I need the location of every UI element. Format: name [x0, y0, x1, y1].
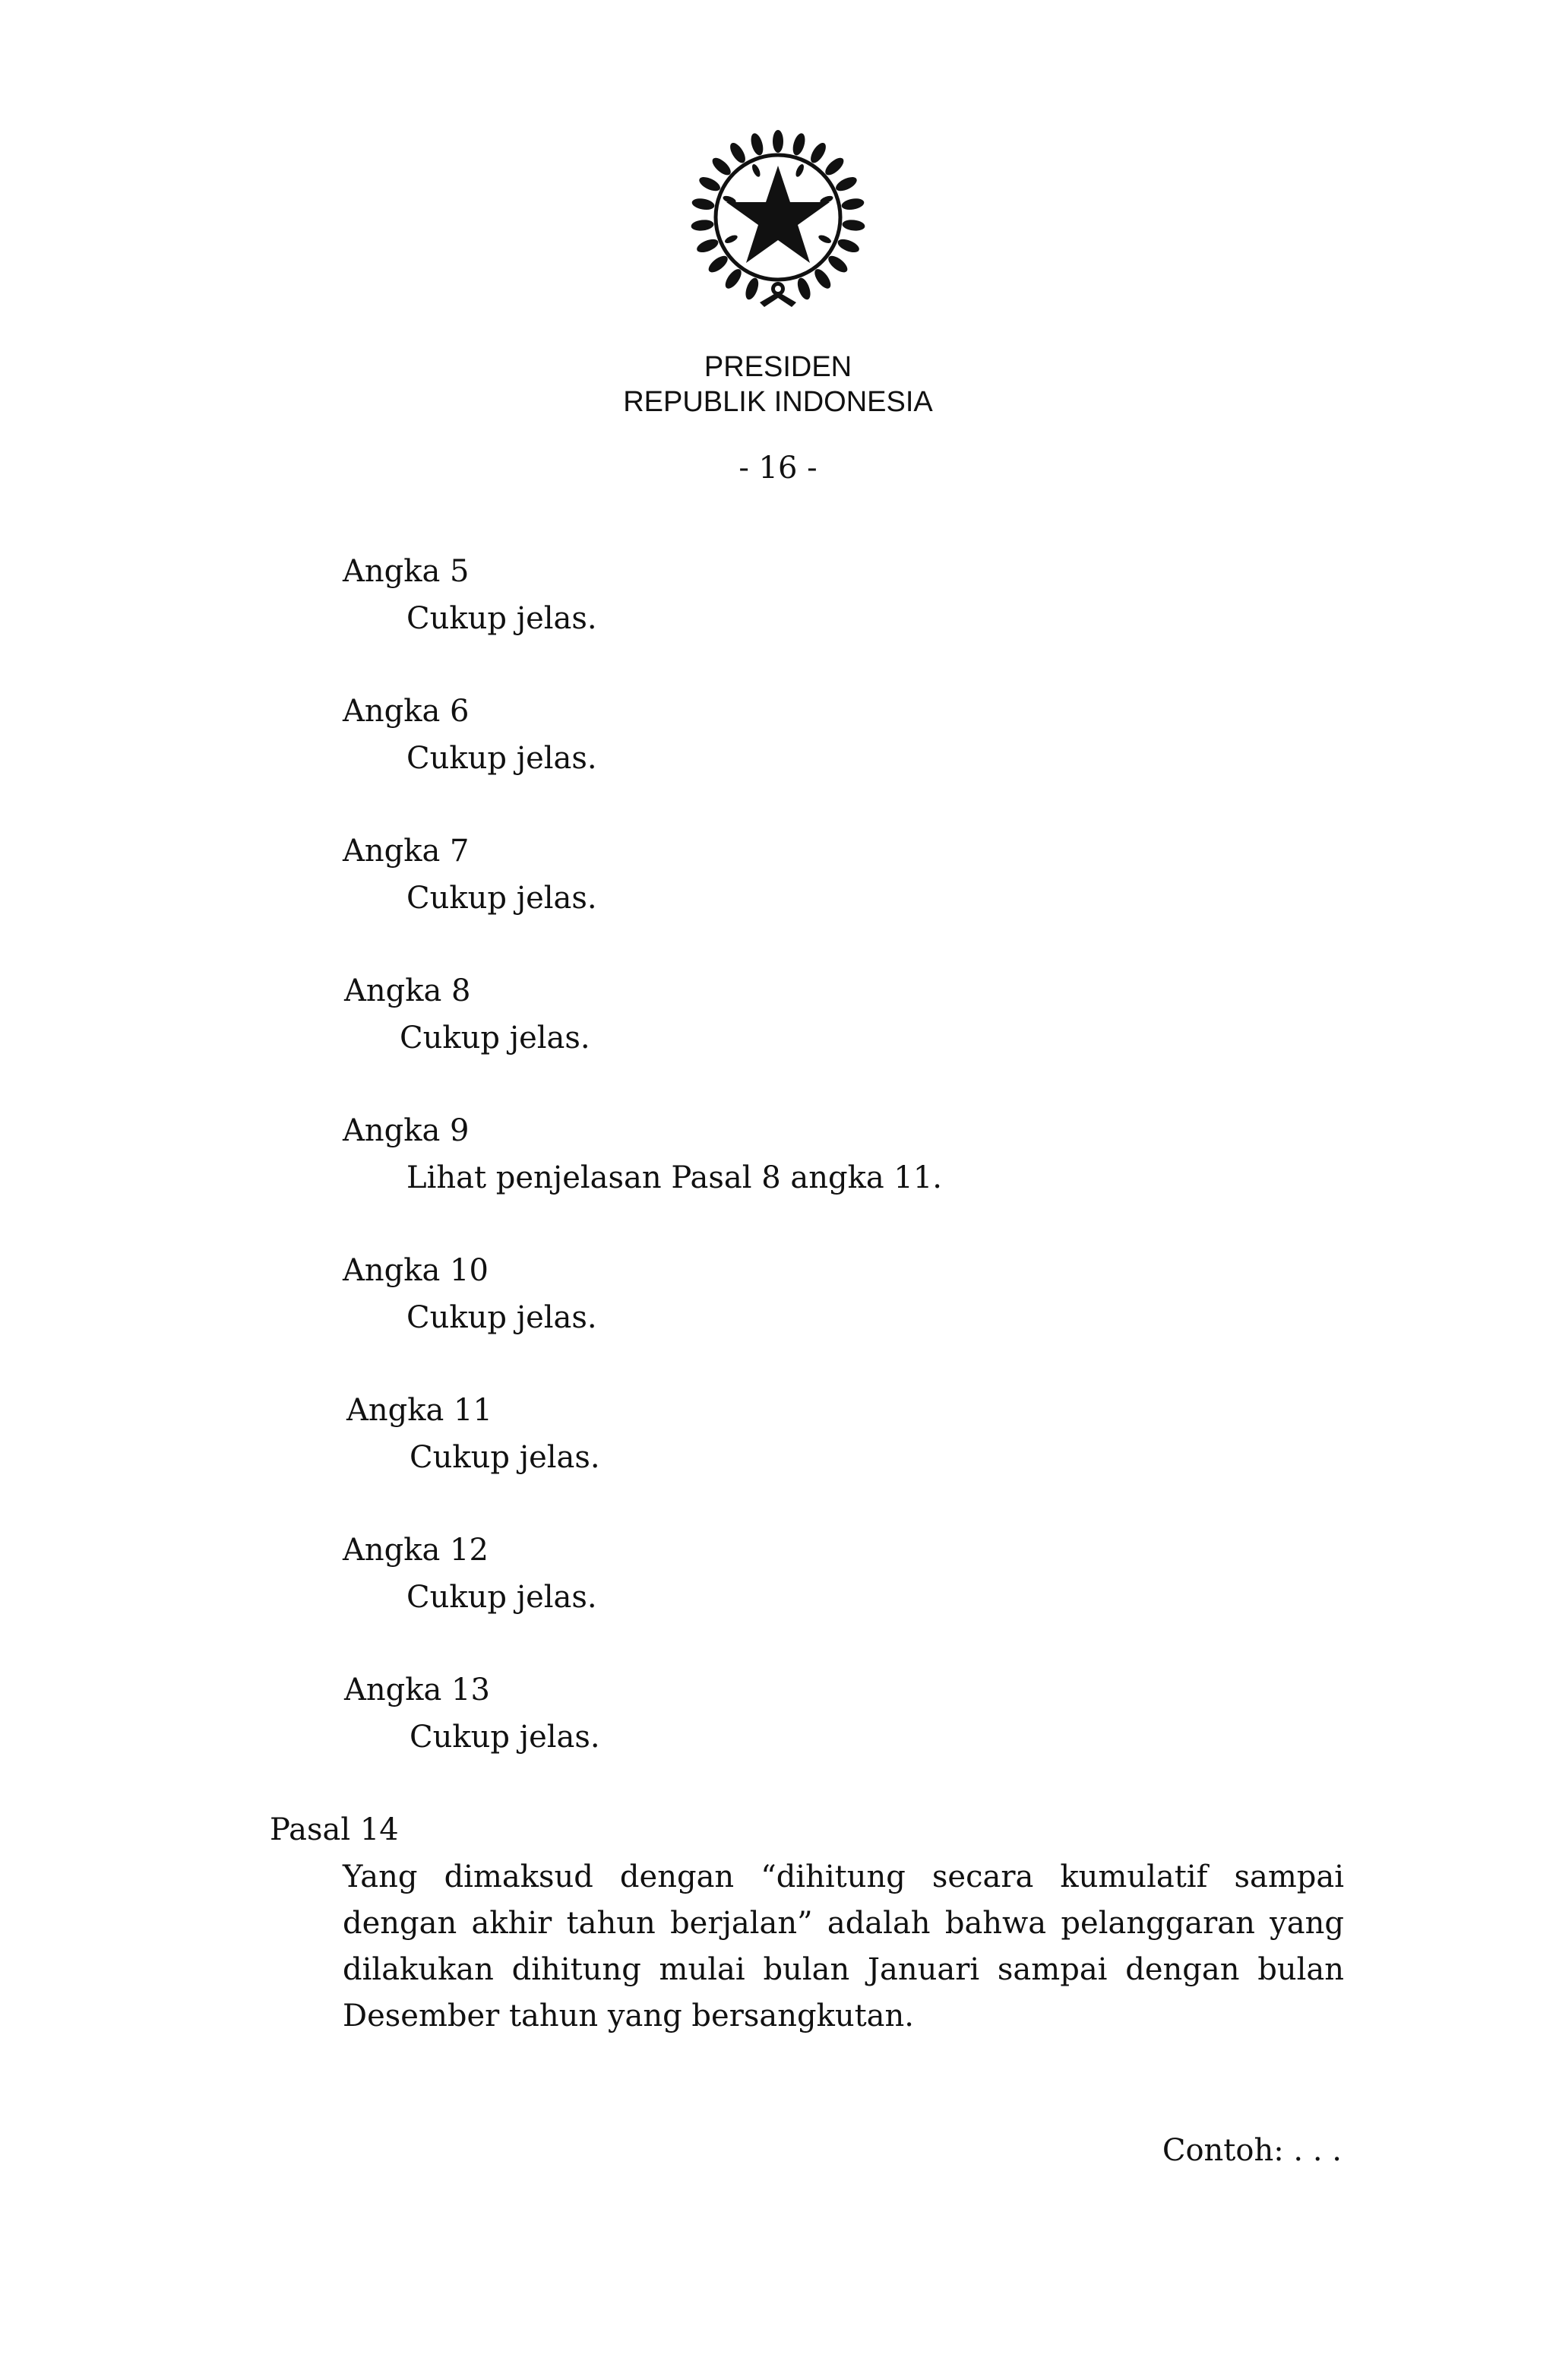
- item-text-angka-13: Cukup jelas.: [410, 1720, 600, 1755]
- item-text-angka-10: Cukup jelas.: [406, 1300, 597, 1335]
- item-label-angka-13: Angka 13: [344, 1673, 490, 1707]
- item-label-angka-12: Angka 12: [343, 1533, 489, 1568]
- pasal-14-heading: Pasal 14: [270, 1812, 399, 1847]
- item-text-angka-8: Cukup jelas.: [400, 1021, 590, 1055]
- item-text-angka-11: Cukup jelas.: [410, 1440, 600, 1475]
- item-label-angka-11: Angka 11: [346, 1393, 492, 1428]
- presidential-emblem-icon: [681, 123, 875, 318]
- pasal-14-paragraph: Yang dimaksud dengan “dihitung secara kumulatif sampai dengan akhir tahun berjalan” adalah bahwa pelanggaran yang dilakukan dihitung mulai bulan Januari sampai dengan bulan Desember tahun yang bersangkutan.: [343, 1859, 1344, 2033]
- page-number: - 16 -: [738, 451, 818, 486]
- header-title-presiden: PRESIDEN: [704, 351, 852, 383]
- item-label-angka-6: Angka 6: [343, 694, 470, 729]
- item-label-angka-5: Angka 5: [343, 554, 470, 589]
- item-text-angka-9: Lihat penjelasan Pasal 8 angka 11.: [406, 1160, 942, 1195]
- header-title-republik-indonesia: REPUBLIK INDONESIA: [623, 386, 933, 418]
- item-label-angka-8: Angka 8: [344, 973, 471, 1008]
- item-text-angka-12: Cukup jelas.: [406, 1580, 597, 1615]
- item-label-angka-7: Angka 7: [343, 834, 470, 869]
- item-text-angka-7: Cukup jelas.: [406, 881, 597, 916]
- item-label-angka-9: Angka 9: [343, 1113, 470, 1148]
- item-text-angka-6: Cukup jelas.: [406, 741, 597, 776]
- item-label-angka-10: Angka 10: [343, 1253, 489, 1288]
- continuation-text: Contoh: . . .: [1162, 2133, 1342, 2168]
- item-text-angka-5: Cukup jelas.: [406, 601, 597, 636]
